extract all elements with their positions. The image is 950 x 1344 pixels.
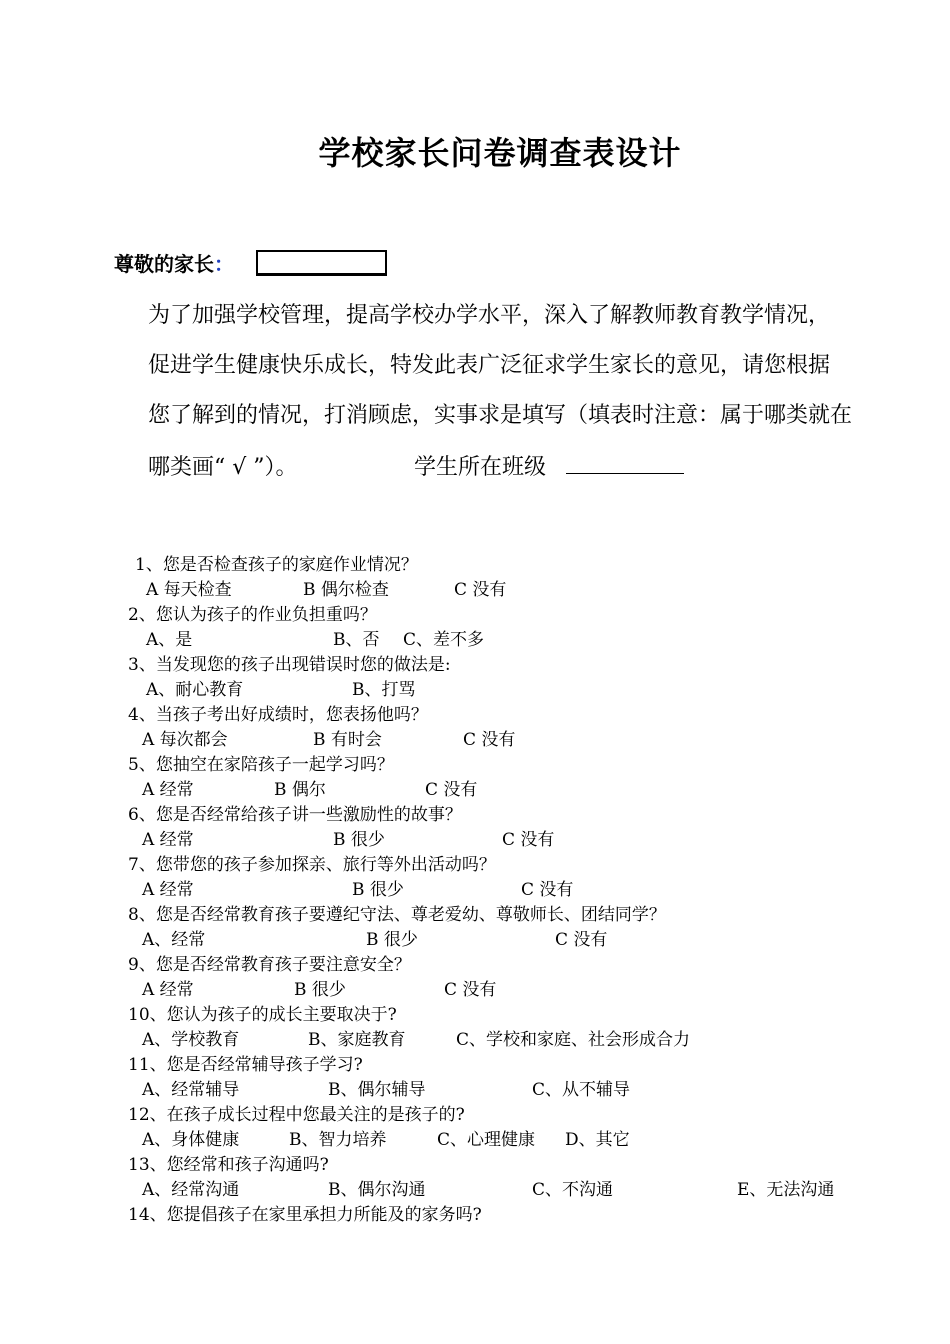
q6-option-b[interactable]: B 很少: [333, 830, 385, 850]
q2-option-a[interactable]: A、是: [146, 630, 193, 650]
class-field-row: [414, 450, 684, 481]
intro-line-4: 哪类画“ √ ”）。: [148, 455, 298, 480]
question-4: 4、当孩子考出好成绩时，您表扬他吗？: [128, 705, 428, 725]
q1-option-a[interactable]: A 每天检查: [146, 580, 232, 600]
greeting: [114, 248, 234, 277]
q3-option-a[interactable]: A、耐心教育: [146, 680, 244, 700]
question-3: 3、当发现您的孩子出现错误时您的做法是:: [128, 655, 451, 675]
q3-option-b[interactable]: B、打骂: [352, 680, 416, 700]
q1-option-b[interactable]: B 偶尔检查: [303, 580, 389, 600]
question-5: 5、您抽空在家陪孩子一起学习吗？: [128, 755, 394, 775]
page-title: 学校家长问卷调查表设计: [318, 134, 682, 172]
greeting-colon: ：: [214, 252, 234, 276]
q10-option-c[interactable]: C、学校和家庭、社会形成合力: [456, 1030, 691, 1050]
q6-option-a[interactable]: A 经常: [142, 830, 194, 850]
question-9: 9、您是否经常教育孩子要注意安全？: [128, 955, 411, 975]
q9-option-c[interactable]: C 没有: [444, 980, 497, 1000]
q2-option-b[interactable]: B、否: [333, 630, 380, 650]
q7-option-c[interactable]: C 没有: [521, 880, 574, 900]
q12-option-c[interactable]: C、心理健康: [437, 1130, 536, 1150]
question-10: 10、您认为孩子的成长主要取决于?: [128, 1005, 397, 1025]
question-1: 1、您是否检查孩子的家庭作业情况？: [135, 555, 418, 575]
q5-option-c[interactable]: C 没有: [425, 780, 478, 800]
intro-line-3: 您了解到的情况，打消顾虑，实事求是填写（填表时注意：属于哪类就在: [148, 403, 853, 428]
q9-option-a[interactable]: A 经常: [142, 980, 194, 1000]
question-2: 2、您认为孩子的作业负担重吗？: [128, 605, 377, 625]
q4-option-c[interactable]: C 没有: [463, 730, 516, 750]
q8-option-b[interactable]: B 很少: [366, 930, 418, 950]
question-11: 11、您是否经常辅导孩子学习?: [128, 1055, 363, 1075]
question-12: 12、在孩子成长过程中您最关注的是孩子的?: [128, 1105, 465, 1125]
q8-option-c[interactable]: C 没有: [555, 930, 608, 950]
class-input-line[interactable]: [566, 451, 684, 474]
q13-option-c[interactable]: C、不沟通: [532, 1180, 614, 1200]
intro-line-1: 为了加强学校管理，提高学校办学水平，深入了解教师教育教学情况，: [148, 303, 831, 328]
q13-option-b[interactable]: B、偶尔沟通: [328, 1180, 426, 1200]
q13-option-a[interactable]: A、经常沟通: [142, 1180, 240, 1200]
question-6: 6、您是否经常给孩子讲一些激励性的故事？: [128, 805, 462, 825]
q5-option-a[interactable]: A 经常: [142, 780, 194, 800]
q13-option-e[interactable]: E、无法沟通: [737, 1180, 835, 1200]
intro-line-2: 促进学生健康快乐成长，特发此表广泛征求学生家长的意见，请您根据: [148, 353, 831, 378]
q8-option-a[interactable]: A、经常: [142, 930, 206, 950]
q1-option-c[interactable]: C 没有: [454, 580, 507, 600]
q12-option-b[interactable]: B、智力培养: [289, 1130, 387, 1150]
question-14: 14、您提倡孩子在家里承担力所能及的家务吗?: [128, 1205, 482, 1225]
question-8: 8、您是否经常教育孩子要遵纪守法、尊老爱幼、尊敬师长、团结同学？: [128, 905, 666, 925]
class-label: 学生所在班级: [414, 455, 547, 480]
q12-option-a[interactable]: A、身体健康: [142, 1130, 240, 1150]
parent-name-field[interactable]: [256, 250, 387, 276]
q4-option-a[interactable]: A 每次都会: [142, 730, 228, 750]
q12-option-d[interactable]: D、其它: [565, 1130, 630, 1150]
q10-option-b[interactable]: B、家庭教育: [308, 1030, 406, 1050]
q5-option-b[interactable]: B 偶尔: [274, 780, 326, 800]
q11-option-a[interactable]: A、经常辅导: [142, 1080, 240, 1100]
question-7: 7、您带您的孩子参加探亲、旅行等外出活动吗？: [128, 855, 496, 875]
q7-option-b[interactable]: B 很少: [352, 880, 404, 900]
q4-option-b[interactable]: B 有时会: [313, 730, 382, 750]
q10-option-a[interactable]: A、学校教育: [142, 1030, 240, 1050]
q11-option-c[interactable]: C、从不辅导: [532, 1080, 631, 1100]
greeting-label: 尊敬的家长: [114, 252, 214, 276]
q2-option-c[interactable]: C、差不多: [403, 630, 485, 650]
q7-option-a[interactable]: A 经常: [142, 880, 194, 900]
question-13: 13、您经常和孩子沟通吗?: [128, 1155, 329, 1175]
q9-option-b[interactable]: B 很少: [294, 980, 346, 1000]
q11-option-b[interactable]: B、偶尔辅导: [328, 1080, 426, 1100]
q6-option-c[interactable]: C 没有: [502, 830, 555, 850]
